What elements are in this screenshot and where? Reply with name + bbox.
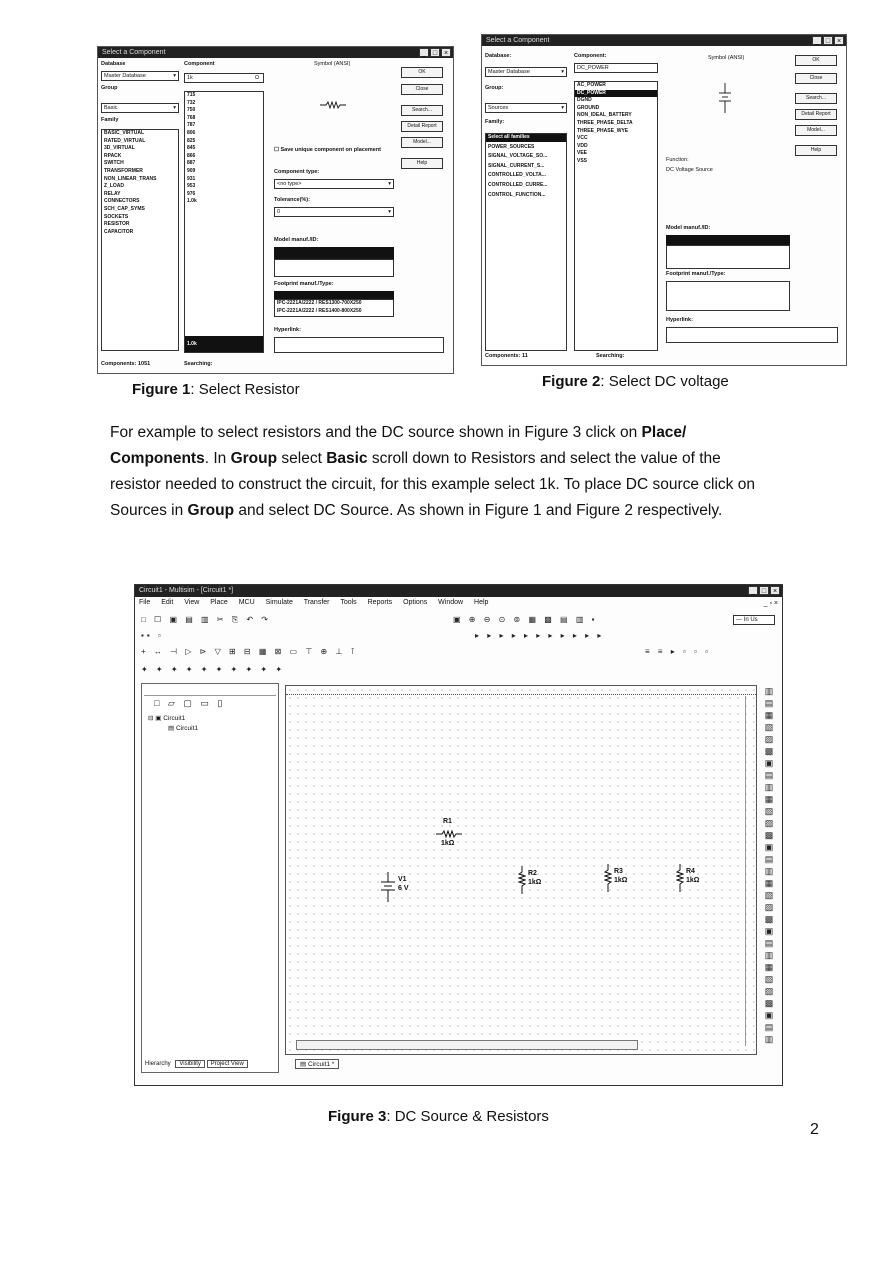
component-value-list[interactable] bbox=[184, 91, 264, 353]
close-button[interactable]: Close bbox=[795, 73, 837, 84]
footprint-item[interactable]: IPC-2221A/2222 / RES1400-800X250 bbox=[277, 307, 362, 314]
family-item[interactable]: CONNECTORS bbox=[104, 198, 140, 205]
component-type-label: Component type: bbox=[274, 169, 320, 175]
tree-child[interactable] bbox=[168, 724, 198, 732]
hyperlink-label: Hyperlink: bbox=[666, 317, 693, 323]
toolbox-header bbox=[144, 686, 276, 696]
doc-tab-label: Circuit1 * bbox=[307, 1061, 335, 1068]
family-item[interactable]: BASIC_VIRTUAL bbox=[104, 130, 145, 136]
save-unique-label: Save unique component on placement bbox=[280, 147, 382, 153]
family-item[interactable]: RPACK bbox=[104, 152, 122, 159]
model-label: Model manuf./ID: bbox=[666, 225, 711, 231]
searching-label: Searching: bbox=[596, 353, 625, 359]
figure2-caption-text: : Select DC voltage bbox=[600, 373, 729, 390]
component-list[interactable] bbox=[574, 81, 658, 351]
doc-tab-circuit1[interactable] bbox=[295, 1059, 339, 1069]
figure3-caption bbox=[328, 1108, 549, 1125]
tree-root-label: Circuit1 bbox=[163, 715, 186, 722]
search-button[interactable]: Search... bbox=[795, 93, 837, 104]
component-label: Component: bbox=[574, 53, 607, 59]
symbol-label: Symbol (ANSI) bbox=[314, 61, 351, 67]
paragraph-bold: Group bbox=[230, 450, 278, 467]
menu-options[interactable]: Options bbox=[403, 599, 428, 606]
paragraph-bold: Group bbox=[187, 502, 235, 519]
r4-value: 1kΩ bbox=[686, 877, 700, 884]
family-item[interactable]: RATED_VIRTUAL bbox=[104, 137, 146, 144]
database-label: Database: bbox=[485, 53, 512, 59]
tab-project-view[interactable]: Project View bbox=[207, 1060, 248, 1068]
model-button[interactable]: Model... bbox=[401, 137, 443, 148]
model-list[interactable] bbox=[274, 259, 394, 277]
figure2-caption-label: Figure 2 bbox=[542, 373, 601, 390]
help-button[interactable]: Help bbox=[401, 158, 443, 169]
value-item[interactable]: 953 bbox=[187, 183, 196, 190]
instruments-side-toolbar[interactable]: ▥ ▤ ▦ ▧ ▨ ▩ ▣ ▤ ▥ ▦ ▧ ▨ ▩ ▣ ▤ ▥ ▦ ▧ ▨ ▩ ▣ ▤ ▥ ▦ ▧ ▨ ▩ ▣ ▤ ▥ bbox=[764, 686, 774, 1044]
family-item[interactable]: POWER_SOURCES bbox=[488, 143, 535, 150]
figure1-caption bbox=[132, 381, 300, 398]
toolbox-tabs bbox=[142, 1060, 248, 1068]
family-item[interactable]: TRANSFORMER bbox=[104, 167, 143, 174]
close-icon[interactable]: × bbox=[441, 48, 451, 57]
menu-reports[interactable]: Reports bbox=[367, 599, 393, 606]
resistor-symbol-icon bbox=[320, 101, 346, 109]
family-item[interactable]: SIGNAL_CURRENT_S... bbox=[488, 162, 545, 169]
search-button[interactable]: Search... bbox=[401, 105, 443, 116]
component-label: Component bbox=[184, 61, 215, 67]
family-item[interactable]: RESISTOR bbox=[104, 221, 130, 228]
close-icon[interactable]: × bbox=[770, 586, 780, 595]
v1-name: V1 bbox=[398, 876, 407, 883]
chevron-down-icon: ▾ bbox=[173, 105, 176, 111]
database-select[interactable] bbox=[101, 71, 179, 81]
value-item[interactable]: 976 bbox=[187, 190, 196, 197]
database-value: Master Database bbox=[488, 69, 530, 75]
tab-hierarchy[interactable]: Hierarchy bbox=[145, 1061, 171, 1067]
symbol-label: Symbol (ANSI) bbox=[708, 55, 745, 61]
components-count: Components: 1051 bbox=[101, 361, 151, 367]
family-item[interactable]: Z_LOAD bbox=[104, 183, 124, 190]
checkbox-icon: ☐ bbox=[274, 147, 279, 153]
family-item[interactable]: CONTROLLED_CURRE... bbox=[488, 181, 548, 188]
resistor-r4-icon[interactable] bbox=[676, 864, 684, 892]
r4-name: R4 bbox=[686, 868, 695, 875]
detail-report-button[interactable]: Detail Report bbox=[401, 121, 443, 132]
component-item[interactable]: VDD bbox=[577, 142, 588, 149]
figure2-select-component-window bbox=[481, 34, 847, 366]
paragraph-bold: Place/ Components bbox=[110, 424, 687, 467]
tolerance-label: Tolerance(%): bbox=[274, 197, 310, 203]
detail-report-button[interactable]: Detail Report bbox=[795, 109, 837, 120]
menu-bar bbox=[139, 599, 497, 606]
family-item[interactable]: SOCKETS bbox=[104, 213, 129, 220]
chevron-down-icon: ▾ bbox=[388, 209, 391, 215]
components-toolbar[interactable]: + ↔ ⊣ ▷ ⊳ ▽ ⊞ ⊟ ▦ ⊠ ▭ ⊤ ⊕ ⊥ ⊺ bbox=[141, 647, 358, 656]
chevron-down-icon: ▾ bbox=[388, 181, 391, 187]
footprint-label: Footprint manuf./Type: bbox=[274, 281, 334, 287]
family-item[interactable]: SCH_CAP_SYMS bbox=[104, 205, 145, 212]
horizontal-scrollbar[interactable] bbox=[296, 1040, 638, 1050]
family-item[interactable]: CAPACITOR bbox=[104, 228, 134, 235]
family-item[interactable]: SWITCH bbox=[104, 160, 124, 167]
paragraph-text: For example to select resistors and the DC source shown in Figure 3 click on bbox=[110, 424, 642, 441]
page-number: 2 bbox=[810, 1121, 819, 1138]
maximize-icon[interactable]: □ bbox=[823, 36, 833, 45]
chevron-down-icon: ▾ bbox=[173, 73, 176, 79]
family-label: Family bbox=[101, 117, 119, 123]
zoom-toolbar[interactable]: ▣ ⊕ ⊖ ⊙ ⊚ ▦ ▩ ▤ ▥ ▪ bbox=[453, 615, 598, 624]
component-input[interactable] bbox=[574, 63, 658, 73]
toolbox-toolbar[interactable]: □ ▱ ▢ ▭ ▯ bbox=[154, 698, 226, 708]
r2-value: 1kΩ bbox=[528, 879, 542, 886]
figure1-select-component-window bbox=[97, 46, 454, 374]
components-count: Components: 11 bbox=[485, 353, 528, 359]
figure3-multisim-window bbox=[134, 584, 783, 1086]
family-item[interactable]: 3D_VIRTUAL bbox=[104, 145, 135, 152]
component-type-value: <no type> bbox=[277, 181, 302, 187]
group-value: Sources bbox=[488, 105, 509, 111]
v1-value: 6 V bbox=[398, 885, 409, 892]
component-item[interactable]: THREE_PHASE_WYE bbox=[577, 127, 629, 134]
component-item[interactable]: THREE_PHASE_DELTA bbox=[577, 119, 633, 126]
family-item[interactable]: NON_LINEAR_TRANS bbox=[104, 175, 157, 182]
paragraph-bold: Basic bbox=[326, 450, 368, 467]
model-button[interactable]: Model... bbox=[795, 125, 837, 136]
tab-visibility[interactable]: Visibility bbox=[175, 1060, 205, 1068]
value-item[interactable]: 750 bbox=[187, 107, 196, 114]
model-label: Model manuf./ID: bbox=[274, 237, 319, 243]
tolerance-select[interactable] bbox=[274, 207, 394, 217]
sheet-border bbox=[286, 694, 756, 695]
sheet-icon: ▤ bbox=[168, 725, 175, 732]
menu-transfer[interactable]: Transfer bbox=[303, 599, 330, 606]
hyperlink-field[interactable] bbox=[274, 337, 444, 353]
minimize-icon[interactable]: _ bbox=[748, 586, 758, 595]
hyperlink-label: Hyperlink: bbox=[274, 327, 301, 333]
maximize-icon[interactable]: □ bbox=[759, 586, 769, 595]
figure3-title: Circuit1 - Multisim - [Circuit1 *] bbox=[139, 587, 234, 594]
family-item[interactable]: RELAY bbox=[104, 190, 121, 197]
dc-source-symbol-icon bbox=[718, 83, 732, 113]
chevron-down-icon: ▾ bbox=[561, 105, 564, 111]
r2-name: R2 bbox=[528, 870, 537, 877]
selected-value-row[interactable] bbox=[185, 336, 263, 352]
circuit-icon: ▣ bbox=[155, 715, 162, 722]
minimize-icon[interactable]: _ bbox=[419, 48, 429, 57]
value-item[interactable]: 866 bbox=[187, 152, 196, 159]
paragraph-text: . In bbox=[204, 450, 231, 467]
menu-edit[interactable]: Edit bbox=[161, 599, 174, 606]
component-unit: Ω bbox=[254, 75, 259, 81]
value-item[interactable]: 931 bbox=[187, 175, 196, 182]
figure2-caption bbox=[542, 373, 729, 390]
component-item[interactable]: VEE bbox=[577, 150, 588, 157]
tree-child-label: Circuit1 bbox=[175, 725, 199, 732]
group-label: Group bbox=[101, 85, 118, 91]
minimize-icon[interactable]: _ bbox=[812, 36, 822, 45]
footprint-item[interactable]: IPC-2221A/2222 / RES1300-700X250 bbox=[277, 300, 362, 306]
family-item[interactable]: CONTROL_FUNCTION... bbox=[488, 191, 546, 198]
child-window-controls[interactable]: _ ▫ × bbox=[763, 600, 778, 607]
collapse-icon[interactable]: ⊟ bbox=[148, 715, 154, 722]
menu-view[interactable]: View bbox=[184, 599, 200, 606]
model-selected-row[interactable] bbox=[274, 247, 394, 259]
footprint-selected-row[interactable] bbox=[274, 291, 394, 299]
sheet-icon: ▤ bbox=[300, 1061, 307, 1068]
tolerance-value: 0 bbox=[277, 209, 281, 215]
close-icon[interactable]: × bbox=[834, 36, 844, 45]
view-toolbar[interactable]: ▪▪ ▫ bbox=[141, 631, 164, 640]
hyperlink-field[interactable] bbox=[666, 327, 838, 343]
save-unique-checkbox[interactable] bbox=[274, 147, 381, 154]
function-label: Function: bbox=[666, 157, 689, 163]
standard-toolbar[interactable]: □ ☐ ▣ ▤ ▥ ✂ ⎘ ↶ ↷ bbox=[141, 615, 271, 624]
resistor-r3-icon[interactable] bbox=[604, 864, 612, 892]
tree-root[interactable] bbox=[148, 714, 185, 722]
design-toolbox-panel bbox=[141, 683, 279, 1073]
component-item[interactable]: AC_POWER bbox=[577, 82, 606, 88]
value-item[interactable]: 845 bbox=[187, 145, 196, 152]
footprint-list[interactable] bbox=[666, 281, 790, 311]
figure3-caption-text: : DC Source & Resistors bbox=[386, 1108, 549, 1125]
group-select[interactable] bbox=[485, 103, 567, 113]
menu-tools[interactable]: Tools bbox=[340, 599, 357, 606]
value-item[interactable]: 768 bbox=[187, 114, 196, 121]
r1-value: 1kΩ bbox=[441, 840, 455, 847]
close-button[interactable]: Close bbox=[401, 84, 443, 95]
model-list[interactable] bbox=[666, 245, 790, 269]
ok-button[interactable]: OK bbox=[401, 67, 443, 78]
figure1-title: Select a Component bbox=[102, 49, 166, 56]
selected-value: 1.0k bbox=[187, 341, 197, 347]
figure2-title: Select a Component bbox=[486, 37, 550, 44]
searching-label: Searching: bbox=[184, 361, 213, 367]
wiring-toolbar[interactable]: ✦ ✦ ✦ ✦ ✦ ✦ ✦ ✦ ✦ ✦ bbox=[141, 665, 286, 674]
value-item[interactable]: 715 bbox=[187, 92, 196, 98]
database-value: Master Database bbox=[104, 73, 146, 79]
family-list[interactable] bbox=[485, 133, 567, 351]
component-value: DC_POWER bbox=[577, 65, 609, 71]
component-item[interactable]: GROUND bbox=[577, 104, 600, 111]
resistor-r2-icon[interactable] bbox=[518, 866, 526, 894]
figure3-caption-label: Figure 3 bbox=[328, 1108, 387, 1125]
group-select[interactable] bbox=[101, 103, 179, 113]
maximize-icon[interactable]: □ bbox=[430, 48, 440, 57]
component-input[interactable] bbox=[184, 73, 264, 83]
figure2-title-bar bbox=[482, 35, 846, 46]
component-item[interactable]: DGND bbox=[577, 97, 592, 104]
group-value: Basic bbox=[104, 105, 118, 111]
paragraph-text: and select DC Source. As shown in Figure 1 and Figure 2 respectively. bbox=[234, 502, 723, 519]
family-item[interactable]: SIGNAL_VOLTAGE_SO... bbox=[488, 153, 548, 160]
value-item[interactable]: 732 bbox=[187, 99, 196, 106]
r3-name: R3 bbox=[614, 868, 623, 875]
help-button[interactable]: Help bbox=[795, 145, 837, 156]
figure1-caption-label: Figure 1 bbox=[132, 381, 191, 398]
vertical-scrollbar[interactable] bbox=[745, 696, 754, 1046]
value-item[interactable]: 825 bbox=[187, 137, 196, 144]
component-value: 1k bbox=[187, 75, 193, 81]
function-value: DC Voltage Source bbox=[666, 167, 713, 173]
family-item[interactable]: Select all families bbox=[486, 134, 566, 142]
r1-name: R1 bbox=[443, 818, 452, 825]
component-item[interactable]: VSS bbox=[577, 157, 588, 164]
menu-window[interactable]: Window bbox=[438, 599, 464, 606]
value-item[interactable]: 787 bbox=[187, 122, 196, 129]
instructions-paragraph bbox=[110, 420, 775, 524]
alignment-toolbar[interactable]: ≡ ≡ ▸ ▫ ▫ ▫ bbox=[645, 647, 711, 656]
resistor-r1-icon[interactable] bbox=[436, 830, 462, 838]
footprint-label: Footprint manuf./Type: bbox=[666, 271, 726, 277]
family-label: Family: bbox=[485, 119, 505, 125]
figure3-title-bar bbox=[135, 585, 782, 597]
menu-file[interactable]: File bbox=[139, 599, 151, 606]
family-list[interactable] bbox=[101, 129, 179, 351]
instruments-toolbar[interactable]: ▸ ▸ ▸ ▸ ▸ ▸ ▸ ▸ ▸ ▸ ▸ bbox=[475, 631, 605, 640]
paragraph-text: scroll down to Resistors and select the value of the resistor needed to construct the circuit, for this example select 1k. To place DC source click on Sources in bbox=[110, 450, 755, 519]
ok-button[interactable]: OK bbox=[795, 55, 837, 66]
in-use-list[interactable]: --- In Us bbox=[733, 615, 775, 625]
component-item-selected[interactable]: DC_POWER bbox=[575, 90, 657, 98]
menu-simulate[interactable]: Simulate bbox=[265, 599, 293, 606]
database-label: Database bbox=[101, 61, 126, 67]
figure1-caption-text: : Select Resistor bbox=[190, 381, 300, 398]
footprint-list[interactable] bbox=[274, 299, 394, 317]
menu-place[interactable]: Place bbox=[210, 599, 228, 606]
dc-source-v1-icon[interactable] bbox=[380, 872, 396, 902]
component-item[interactable]: VCC bbox=[577, 135, 588, 142]
value-item[interactable]: 1.0k bbox=[187, 198, 197, 205]
component-item[interactable]: NON_IDEAL_BATTERY bbox=[577, 112, 632, 119]
schematic-canvas[interactable] bbox=[285, 685, 757, 1055]
family-item[interactable]: CONTROLLED_VOLTA... bbox=[488, 172, 546, 179]
group-label: Group: bbox=[485, 85, 504, 91]
figure1-title-bar bbox=[98, 47, 453, 58]
paragraph-text: select bbox=[277, 450, 327, 467]
component-type-select[interactable] bbox=[274, 179, 394, 189]
model-selected-row[interactable] bbox=[666, 235, 790, 245]
database-select[interactable] bbox=[485, 67, 567, 77]
menu-help[interactable]: Help bbox=[474, 599, 489, 606]
r3-value: 1kΩ bbox=[614, 877, 628, 884]
value-item[interactable]: 909 bbox=[187, 167, 196, 174]
value-item[interactable]: 887 bbox=[187, 160, 196, 167]
chevron-down-icon: ▾ bbox=[561, 69, 564, 75]
menu-mcu[interactable]: MCU bbox=[238, 599, 255, 606]
value-item[interactable]: 806 bbox=[187, 129, 196, 136]
